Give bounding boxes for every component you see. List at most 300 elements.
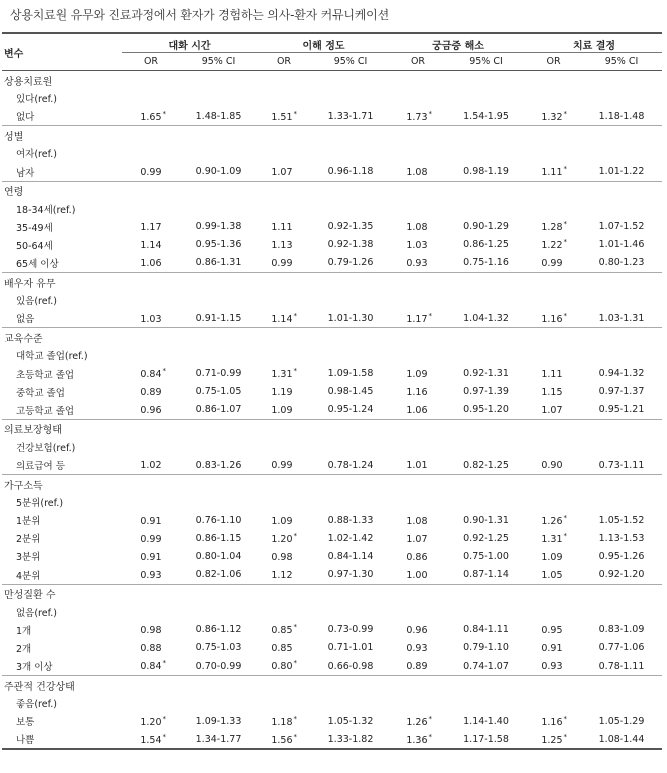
or-value: 1.31 [541, 533, 563, 545]
or-value: 1.12 [271, 570, 293, 582]
or-cell [390, 529, 446, 547]
ci-cell [180, 584, 257, 603]
significance-mark: * [293, 623, 297, 632]
ci-cell [446, 71, 526, 90]
header-or: OR [526, 53, 581, 71]
category-label: 주관적 건강상태 [4, 681, 75, 693]
or-cell [390, 346, 446, 364]
ci-cell [446, 144, 526, 162]
or-cell [390, 584, 446, 603]
table-row [2, 511, 662, 529]
ci-cell: 1.07-1.52 [598, 221, 645, 233]
ci-cell [446, 291, 526, 309]
or-cell [257, 730, 311, 749]
or-cell [526, 71, 581, 90]
ci-cell: 0.84-1.14 [327, 550, 374, 562]
or-cell [122, 456, 180, 475]
or-cell [526, 126, 581, 145]
or-value: 1.14 [271, 313, 293, 325]
or-cell [257, 621, 311, 639]
ci-cell: 1.08-1.44 [581, 730, 662, 749]
ci-cell: 0.78-1.24 [311, 456, 390, 475]
or-cell [257, 346, 311, 364]
significance-mark: * [428, 311, 432, 320]
category-label: 의료보장형태 [4, 425, 62, 437]
level-label: 초등학교 졸업 [16, 369, 75, 381]
or-cell [122, 144, 180, 162]
level-label: 35-49세 [16, 222, 53, 234]
or-value: 1.11 [541, 167, 563, 179]
ci-cell [180, 419, 257, 438]
or-cell [122, 584, 180, 603]
or-cell [257, 419, 311, 438]
ci-cell [446, 603, 526, 621]
ci-cell [180, 438, 257, 456]
or-cell [526, 639, 581, 657]
ci-cell [311, 346, 390, 364]
ci-cell: 0.87-1.14 [446, 566, 526, 585]
table-row [2, 603, 662, 621]
ci-cell: 0.91-1.15 [180, 309, 257, 328]
or-cell [390, 236, 446, 254]
ci-cell: 1.54-1.95 [446, 107, 526, 126]
or-value: 1.16 [541, 313, 563, 325]
ci-cell: 1.17-1.58 [446, 730, 526, 749]
or-cell [390, 603, 446, 621]
or-value: 1.09 [271, 405, 293, 417]
or-cell [122, 346, 180, 364]
or-cell [390, 511, 446, 529]
ci-cell: 1.04-1.32 [446, 309, 526, 328]
or-value: 1.20 [271, 533, 293, 545]
or-value: 0.96 [140, 405, 162, 417]
level-label: 없다 [2, 107, 122, 126]
category-label: 성별 [4, 131, 24, 143]
or-cell [390, 712, 446, 730]
ci-cell: 0.95-1.36 [195, 239, 242, 251]
ci-cell [581, 89, 662, 107]
level-label: 있음(ref.) [16, 296, 57, 308]
or-cell [257, 639, 311, 657]
table-row [2, 309, 662, 328]
table-row [2, 200, 662, 218]
or-cell [526, 365, 581, 383]
or-cell [122, 529, 180, 547]
or-value: 1.18 [271, 716, 293, 728]
level-label: 남자 [2, 162, 122, 181]
ci-cell: 0.74-1.07 [446, 657, 526, 676]
or-cell [526, 401, 581, 420]
or-cell [257, 657, 311, 676]
or-value: 1.20 [140, 716, 162, 728]
category-label: 가구소득 [4, 480, 43, 492]
ci-cell [581, 346, 662, 364]
or-cell [257, 144, 311, 162]
or-cell [390, 71, 446, 90]
ci-cell: 1.13-1.53 [598, 532, 645, 544]
or-cell [257, 383, 311, 401]
ci-cell [311, 475, 390, 494]
level-label: 없음(ref.) [16, 607, 57, 619]
significance-mark: * [293, 714, 297, 723]
table-row [2, 493, 662, 511]
or-cell [526, 621, 581, 639]
level-label: 고등학교 졸업 [2, 401, 122, 420]
level-label: 1분위 [16, 516, 41, 528]
category-row [2, 273, 662, 292]
ci-cell [311, 328, 390, 347]
ci-cell: 1.33-1.71 [311, 107, 390, 126]
or-value: 1.17 [406, 313, 428, 325]
or-cell [122, 639, 180, 657]
ci-cell [311, 694, 390, 712]
ci-cell: 0.95-1.26 [598, 550, 645, 562]
ci-cell: 1.48-1.85 [180, 107, 257, 126]
ci-cell: 0.84-1.11 [463, 624, 509, 636]
or-value: 1.65 [140, 111, 162, 123]
ci-cell [581, 291, 662, 309]
ci-cell [581, 273, 662, 292]
or-value: 0.90 [541, 460, 563, 472]
ci-cell: 0.75-1.16 [446, 254, 526, 273]
ci-cell: 0.80-1.23 [581, 254, 662, 273]
ci-cell: 0.97-1.39 [463, 386, 509, 398]
ci-cell [311, 144, 390, 162]
significance-mark: * [162, 366, 166, 375]
or-cell [390, 218, 446, 236]
or-cell [122, 730, 180, 749]
ci-cell [180, 144, 257, 162]
or-cell [257, 218, 311, 236]
significance-mark: * [563, 732, 568, 741]
or-cell [526, 438, 581, 456]
or-cell [122, 291, 180, 309]
table-row [2, 730, 662, 749]
ci-cell [311, 291, 390, 309]
or-cell [122, 200, 180, 218]
ci-cell: 0.86-1.07 [180, 401, 257, 420]
ci-cell [581, 603, 662, 621]
table-row [2, 107, 662, 126]
or-cell [257, 712, 311, 730]
or-cell [526, 547, 581, 565]
ci-cell: 0.90-1.09 [180, 162, 257, 181]
ci-cell [446, 493, 526, 511]
or-cell [526, 181, 581, 200]
level-label: 2분위 [16, 534, 41, 546]
or-value: 1.16 [406, 387, 428, 399]
ci-cell: 0.95-1.21 [581, 401, 662, 420]
or-cell [526, 475, 581, 494]
or-value: 1.16 [541, 716, 563, 728]
category-row [2, 126, 662, 145]
level-label: 65세 이상 [2, 254, 122, 273]
or-cell [526, 162, 581, 181]
ci-cell: 1.01-1.46 [598, 239, 645, 251]
or-value: 1.15 [541, 387, 563, 399]
or-cell [257, 309, 311, 328]
or-value: 1.25 [541, 735, 563, 746]
category-row [2, 71, 662, 90]
or-cell [257, 365, 311, 383]
ci-cell [311, 71, 390, 90]
ci-cell: 0.92-1.25 [463, 532, 509, 544]
or-value: 0.99 [140, 533, 162, 545]
or-value: 1.31 [271, 369, 293, 381]
or-cell [122, 89, 180, 107]
ci-cell [180, 291, 257, 309]
significance-mark: * [563, 311, 568, 320]
or-cell [122, 694, 180, 712]
or-cell [390, 621, 446, 639]
or-cell [257, 162, 311, 181]
or-value: 1.17 [140, 222, 162, 234]
or-value: 1.03 [140, 313, 162, 325]
ci-cell: 0.86-1.15 [195, 532, 242, 544]
header-row-groups [2, 33, 662, 53]
ci-cell [581, 181, 662, 200]
or-value: 0.91 [140, 515, 162, 527]
or-value: 1.03 [406, 240, 428, 252]
ci-cell: 0.71-1.01 [327, 642, 374, 654]
or-value: 1.08 [406, 515, 428, 527]
or-cell [122, 493, 180, 511]
or-value: 1.73 [406, 111, 428, 123]
or-cell [390, 309, 446, 328]
or-cell [390, 273, 446, 292]
significance-mark: * [293, 366, 297, 375]
ci-cell: 0.98-1.19 [446, 162, 526, 181]
ci-cell: 1.05-1.32 [327, 715, 374, 727]
or-cell [526, 657, 581, 676]
or-value: 0.86 [406, 552, 428, 564]
or-cell [122, 603, 180, 621]
ci-cell [180, 126, 257, 145]
or-value: 0.84 [140, 661, 162, 673]
or-value: 0.85 [271, 625, 293, 637]
or-value: 0.84 [140, 369, 162, 381]
or-cell [122, 566, 180, 585]
or-cell [257, 291, 311, 309]
ci-cell: 0.86-1.31 [180, 254, 257, 273]
ci-cell: 0.83-1.09 [598, 624, 645, 636]
table-row [2, 712, 662, 730]
or-value: 1.06 [140, 258, 162, 270]
ci-cell [446, 126, 526, 145]
or-cell [122, 419, 180, 438]
or-value: 1.07 [541, 405, 563, 417]
or-value: 1.07 [406, 533, 428, 545]
or-cell [526, 254, 581, 273]
ci-cell [180, 200, 257, 218]
ci-cell: 1.01-1.22 [581, 162, 662, 181]
ci-cell [581, 144, 662, 162]
or-cell [122, 511, 180, 529]
or-cell [257, 89, 311, 107]
ci-cell [581, 419, 662, 438]
header-ci: 95% CI [581, 53, 662, 71]
or-cell [390, 694, 446, 712]
or-value: 0.93 [140, 570, 162, 582]
table-row [2, 694, 662, 712]
or-cell [390, 657, 446, 676]
ci-cell [446, 475, 526, 494]
or-cell [257, 493, 311, 511]
ci-cell [446, 200, 526, 218]
category-row [2, 475, 662, 494]
or-value: 1.02 [140, 460, 162, 472]
category-row [2, 328, 662, 347]
ci-cell: 1.09-1.33 [195, 715, 242, 727]
table-row [2, 346, 662, 364]
ci-cell [311, 273, 390, 292]
or-cell [526, 291, 581, 309]
or-value: 0.96 [406, 625, 428, 637]
ci-cell: 0.94-1.32 [598, 368, 645, 380]
ci-cell [581, 438, 662, 456]
or-value: 1.11 [541, 369, 563, 381]
or-cell [526, 107, 581, 126]
level-label: 좋음(ref.) [16, 699, 57, 711]
ci-cell: 0.92-1.31 [463, 368, 509, 380]
or-cell [390, 365, 446, 383]
level-label: 건강보험(ref.) [16, 442, 76, 454]
level-label: 대학교 졸업(ref.) [16, 351, 88, 363]
category-label: 배우자 유무 [4, 278, 56, 290]
category-row [2, 419, 662, 438]
ci-cell: 0.80-1.04 [195, 550, 242, 562]
ci-cell [446, 438, 526, 456]
significance-mark: * [293, 109, 297, 118]
table-row [2, 566, 662, 585]
significance-mark: * [293, 531, 297, 540]
ci-cell [581, 126, 662, 145]
significance-mark: * [563, 238, 568, 247]
or-value: 1.28 [541, 222, 563, 234]
ci-cell [311, 200, 390, 218]
or-value: 1.19 [271, 387, 293, 399]
significance-mark: * [293, 311, 297, 320]
or-cell [526, 218, 581, 236]
or-cell [526, 273, 581, 292]
table-body [2, 71, 662, 750]
header-group-talk-time: 대화 시간 [122, 33, 257, 53]
or-value: 0.89 [406, 661, 428, 673]
or-cell [122, 621, 180, 639]
significance-mark: * [428, 732, 432, 741]
or-cell [526, 584, 581, 603]
significance-mark: * [563, 513, 568, 522]
or-cell [257, 529, 311, 547]
significance-mark: * [162, 109, 166, 118]
category-label: 만성질환 수 [4, 590, 56, 602]
or-value: 0.85 [271, 643, 293, 655]
or-cell [526, 419, 581, 438]
or-cell [257, 273, 311, 292]
or-cell [390, 639, 446, 657]
or-cell [526, 493, 581, 511]
or-cell [257, 694, 311, 712]
category-label: 연령 [4, 187, 24, 199]
odds-ratio-table [2, 32, 662, 750]
or-cell [526, 200, 581, 218]
ci-cell [180, 89, 257, 107]
significance-mark: * [162, 732, 166, 741]
ci-cell [446, 328, 526, 347]
ci-cell [581, 493, 662, 511]
or-cell [122, 162, 180, 181]
level-label: 의료급여 등 [2, 456, 122, 475]
or-cell [390, 162, 446, 181]
ci-cell [581, 71, 662, 90]
significance-mark: * [293, 732, 297, 741]
or-cell [122, 328, 180, 347]
ci-cell: 0.92-1.20 [581, 566, 662, 585]
or-cell [526, 529, 581, 547]
ci-cell [180, 676, 257, 695]
or-value: 0.98 [140, 625, 162, 637]
ci-cell [311, 493, 390, 511]
or-value: 1.05 [541, 570, 563, 582]
or-cell [526, 383, 581, 401]
or-cell [122, 712, 180, 730]
ci-cell: 1.05-1.52 [598, 514, 645, 526]
table-row [2, 383, 662, 401]
level-label: 중학교 졸업 [16, 387, 65, 399]
table-row [2, 621, 662, 639]
or-value: 0.89 [140, 387, 162, 399]
or-value: 1.11 [271, 222, 293, 234]
ci-cell [311, 603, 390, 621]
or-cell [390, 475, 446, 494]
ci-cell: 0.92-1.38 [327, 239, 374, 251]
or-value: 0.95 [541, 625, 563, 637]
category-row [2, 676, 662, 695]
significance-mark: * [428, 714, 432, 723]
or-cell [257, 71, 311, 90]
ci-cell [581, 200, 662, 218]
or-cell [526, 309, 581, 328]
ci-cell: 0.82-1.06 [180, 566, 257, 585]
or-cell [390, 126, 446, 145]
or-value: 1.13 [271, 240, 293, 252]
or-cell [526, 144, 581, 162]
or-cell [526, 89, 581, 107]
header-or: OR [257, 53, 311, 71]
or-value: 1.09 [541, 552, 563, 564]
or-value: 0.93 [406, 258, 428, 270]
ci-cell: 0.86-1.25 [463, 239, 509, 251]
significance-mark: * [563, 220, 568, 229]
or-cell [122, 383, 180, 401]
or-cell [122, 126, 180, 145]
category-label: 교육수준 [4, 333, 43, 345]
table-row [2, 547, 662, 565]
significance-mark: * [293, 659, 297, 668]
ci-cell: 0.97-1.37 [598, 386, 645, 398]
or-cell [122, 236, 180, 254]
table-row [2, 456, 662, 475]
or-cell [122, 657, 180, 676]
table-row [2, 639, 662, 657]
ci-cell [581, 694, 662, 712]
level-label: 50-64세 [16, 240, 53, 252]
ci-cell [446, 346, 526, 364]
ci-cell: 0.71-0.99 [195, 368, 242, 380]
table-row [2, 218, 662, 236]
or-cell [257, 511, 311, 529]
table-title: 상용치료원 유무와 진료과정에서 환자가 경험하는 의사-환자 커뮤니케이션 [10, 8, 389, 22]
